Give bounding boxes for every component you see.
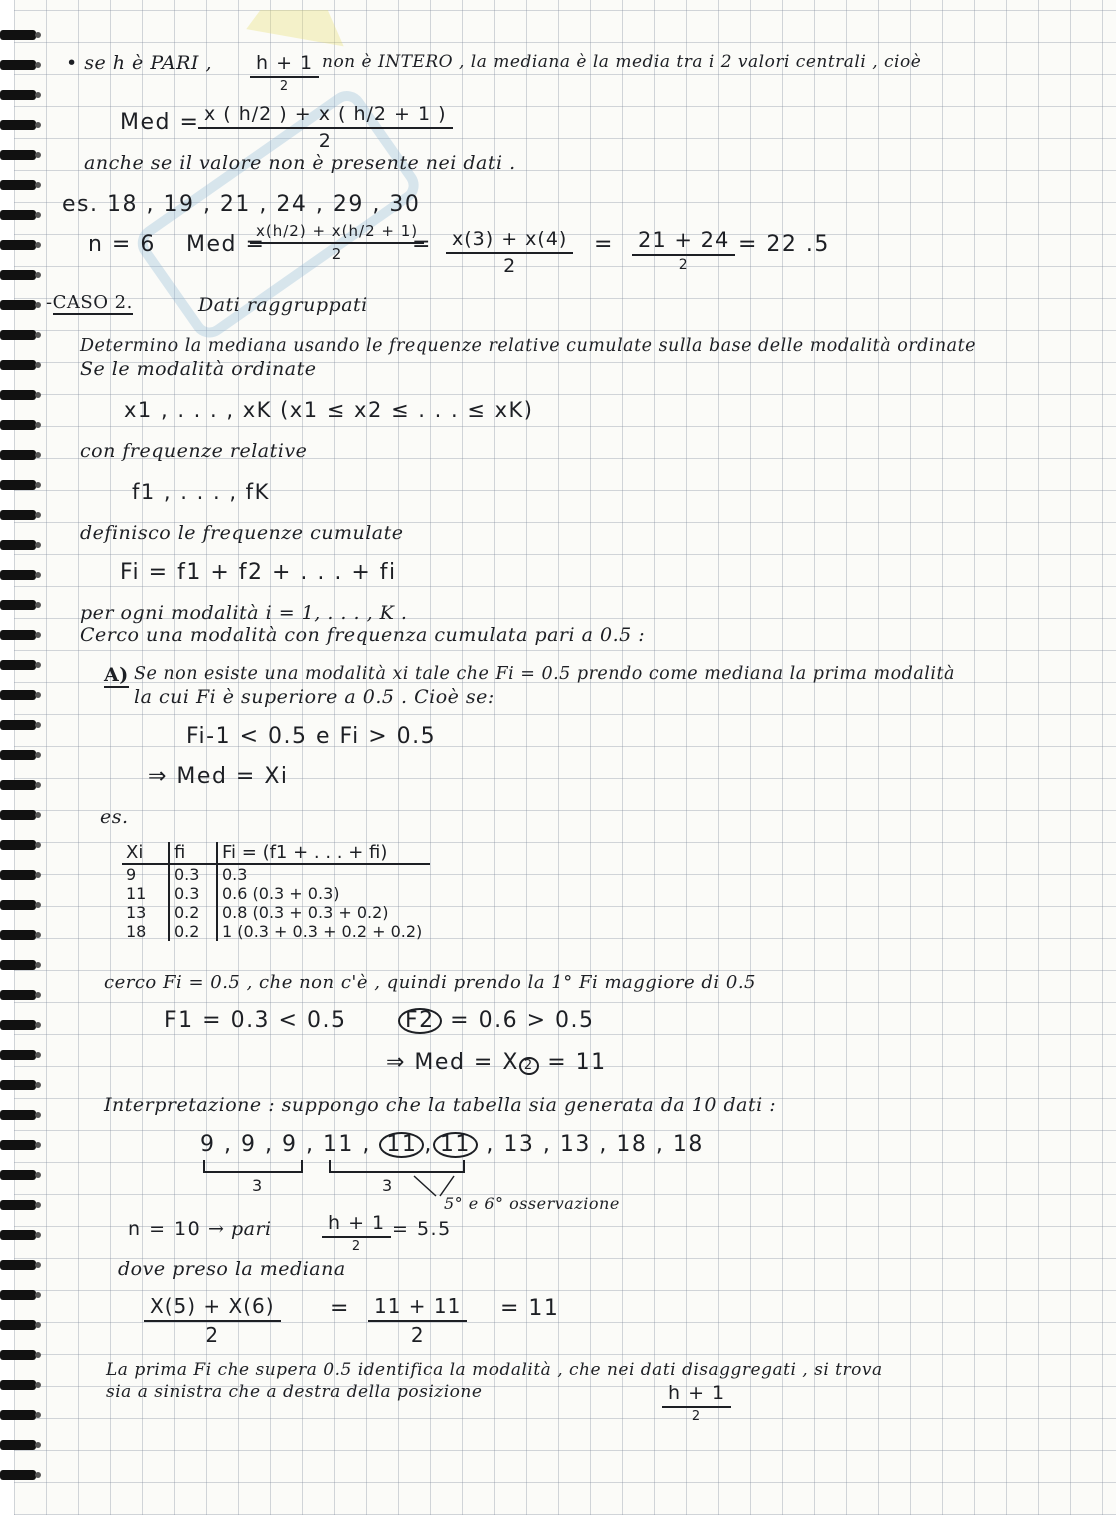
spiral-hole [35,1022,41,1028]
example-equals-1: = [412,232,432,257]
spiral-hole [35,1322,41,1328]
search-half-line: cerco Fi = 0.5 , che non c'è , quindi prendo la 1° Fi maggiore di 0.5 [104,972,756,993]
fifth-observation: 11 [379,1132,424,1158]
cell-f: 0.3 [169,884,217,903]
spiral-hole [35,242,41,248]
spiral-hole [35,272,41,278]
spiral-ring [0,720,36,730]
spiral-ring [0,300,36,310]
column-header-cumulative: Fi = (f1 + . . . + fi) [217,842,430,864]
cell-cumulative: 0.6 (0.3 + 0.3) [222,884,340,903]
spiral-ring [0,750,36,760]
median-rule-fraction: h + 1 2 [250,52,319,94]
ordered-modalities: x1 , . . . , xK (x1 ≤ x2 ≤ . . . ≤ xK) [124,398,534,422]
spiral-hole [35,1082,41,1088]
spiral-hole [35,332,41,338]
spiral-hole [35,962,41,968]
case-a-text-2: la cui Fi è superiore a 0.5 . Cioè se: [134,686,495,708]
spiral-ring [0,960,36,970]
spiral-hole [35,1112,41,1118]
spiral-ring [0,660,36,670]
relative-frequencies-list: f1 , . . . , fK [132,480,270,504]
spiral-hole [35,572,41,578]
cell-f: 0.2 [169,903,217,922]
spiral-hole [35,212,41,218]
cell-f: 0.3 [169,864,217,884]
case-a-label: A) [104,664,129,686]
interpretation-line: Interpretazione : suppongo che la tabella sia generata da 10 dati : [104,1094,777,1116]
spiral-ring [0,480,36,490]
spiral-hole [35,872,41,878]
table-row [122,922,430,941]
spiral-ring [0,870,36,880]
section-subtitle: Dati raggruppati [198,294,368,316]
spiral-binding [0,0,44,1515]
n-ten: n = 10 [128,1218,202,1240]
relative-frequencies-label: con frequenze relative [80,440,308,462]
spiral-ring [0,1380,36,1390]
spiral-ring [0,120,36,130]
spiral-ring [0,1170,36,1180]
cell-cumulative: 1 (0.3 + 0.3 + 0.2 + 0.2) [222,922,423,941]
spiral-hole [35,842,41,848]
spiral-ring [0,600,36,610]
case-a-text-1: Se non esiste una modalità xi tale che Fi = 0.5 prendo come mediana la prima modalità [134,664,955,684]
example-n: n = 6 [88,232,156,257]
section-title-caso-2: -CASO 2. [46,292,133,313]
conclusion-fraction: h + 1 2 [662,1382,731,1424]
spiral-ring [0,60,36,70]
spiral-hole [35,1382,41,1388]
spiral-ring [0,810,36,820]
spiral-ring [0,1230,36,1240]
frequency-table [122,842,430,941]
spiral-ring [0,1260,36,1270]
median-even-rule: • se h è PARI , [66,52,212,74]
spiral-hole [35,1262,41,1268]
spiral-ring [0,840,36,850]
spiral-ring [0,330,36,340]
cell-x: 18 [122,922,169,941]
spiral-hole [35,302,41,308]
spiral-ring [0,1290,36,1300]
spiral-hole [35,1412,41,1418]
spiral-hole [35,722,41,728]
example-result: = 22 .5 [738,232,830,257]
spiral-ring [0,570,36,580]
spiral-ring [0,930,36,940]
f2-circled: F2 [398,1008,442,1034]
cell-x: 11 [122,884,169,903]
even-arrow: → pari [208,1218,272,1240]
disaggregated-data: 9 , 9 , 9 , 11 , 11 , 11 , 13 , 13 , 18 , 18 [200,1132,704,1157]
spiral-hole [35,152,41,158]
caso2-intro-line-1: Determino la mediana usando le frequenze relative cumulate sulla base delle modalità ordinate [80,336,976,356]
spiral-hole [35,812,41,818]
example-equals-2: = [594,232,614,257]
spiral-ring [0,390,36,400]
column-header-x: Xi [122,842,169,864]
spiral-hole [35,422,41,428]
table-header-row [122,842,430,864]
conclusion-line-2: sia a sinistra che a destra della posizione [106,1382,483,1402]
spiral-hole [35,1292,41,1298]
spiral-hole [35,542,41,548]
spiral-hole [35,92,41,98]
spiral-ring [0,1470,36,1480]
spiral-hole [35,362,41,368]
spiral-ring [0,540,36,550]
spiral-hole [35,662,41,668]
spiral-hole [35,632,41,638]
caso2-intro-line-2: Se le modalità ordinate [80,358,317,380]
spiral-hole [35,482,41,488]
example-dataset: es. 18 , 19 , 21 , 24 , 29 , 30 [62,192,421,217]
median-result: ⇒ Med = X 2 = 11 [386,1050,607,1075]
spiral-ring [0,1350,36,1360]
spiral-hole [35,1352,41,1358]
cell-cumulative: 0.8 (0.3 + 0.3 + 0.2) [222,903,389,922]
spiral-ring [0,420,36,430]
cell-x: 13 [122,903,169,922]
position-result: = 5.5 [392,1218,452,1240]
brace-count-2: 3 [382,1176,394,1195]
spiral-hole [35,992,41,998]
spiral-ring [0,690,36,700]
cell-x: 9 [122,864,169,884]
cumulative-definition-label: definisco le frequenze cumulate [80,522,404,544]
spiral-hole [35,782,41,788]
spiral-ring [0,510,36,520]
spiral-ring [0,180,36,190]
spiral-ring [0,1020,36,1030]
spiral-ring [0,1080,36,1090]
case-a-condition: Fi-1 < 0.5 e Fi > 0.5 [186,724,437,749]
final-fraction-values: $\frac{11 + 11}{2}$ [368,1294,467,1347]
note-value-absent: anche se il valore non è presente nei dati . [84,152,516,174]
spiral-ring [0,30,36,40]
spiral-hole [35,1172,41,1178]
spiral-ring [0,90,36,100]
grouping-braces [196,1158,476,1198]
spiral-hole [35,182,41,188]
final-fraction-positions: $\frac{X(5) + X(6)}{2}$ [144,1294,281,1347]
spiral-hole [35,392,41,398]
search-modality-line: Cerco una modalità con frequenza cumulata pari a 0.5 : [80,624,646,646]
cumulative-formula: Fi = f1 + f2 + . . . + fi [120,560,397,585]
spiral-ring [0,150,36,160]
where-median-line: dove preso la mediana [118,1258,346,1280]
final-equals: = [330,1296,350,1321]
spiral-ring [0,780,36,790]
spiral-hole [35,932,41,938]
spiral-ring [0,1110,36,1120]
spiral-hole [35,1052,41,1058]
table-row [122,864,430,884]
example-fraction-positions: $\frac{x(3) + x(4)}{2}$ [446,228,573,277]
median-formula-label: Med = [120,110,200,135]
table-row [122,884,430,903]
median-rule-continuation: non è INTERO , la mediana è la media tra i 2 valori centrali , cioè [322,52,922,72]
sixth-observation: 11 [433,1132,478,1158]
spiral-hole [35,1142,41,1148]
spiral-hole [35,1202,41,1208]
cell-cumulative: 0.3 [222,865,248,884]
spiral-hole [35,32,41,38]
cell-f: 0.2 [169,922,217,941]
spiral-ring [0,360,36,370]
final-result: = 11 [500,1296,560,1321]
spiral-ring [0,240,36,250]
spiral-hole [35,1232,41,1238]
column-header-f: fi [169,842,217,864]
spiral-hole [35,122,41,128]
spiral-hole [35,692,41,698]
spiral-ring [0,1410,36,1420]
spiral-hole [35,62,41,68]
spiral-ring [0,900,36,910]
spiral-ring [0,1050,36,1060]
spiral-ring [0,990,36,1000]
f1-comparison: F1 = 0.3 < 0.5 [164,1008,347,1033]
table-row [122,903,430,922]
spiral-ring [0,450,36,460]
spiral-hole [35,902,41,908]
spiral-ring [0,630,36,640]
median-formula-fraction: $\frac{x ( h/2 ) + x ( h/2 + 1 )}{2}$ [198,103,453,152]
spiral-hole [35,452,41,458]
spiral-hole [35,512,41,518]
position-fraction: h + 1 2 [322,1212,391,1254]
spiral-ring [0,1320,36,1330]
for-each-modality: per ogni modalità i = 1, . . . , K . [80,602,408,624]
example-fraction-general: $\frac{x(h/2) + x(h/2 + 1)}{2}$ [250,222,424,263]
example-med-label: Med = [186,232,266,257]
spiral-hole [35,602,41,608]
brace-count-1: 3 [252,1176,264,1195]
case-a-implication: ⇒ Med = Xi [148,764,289,789]
observation-label: 5° e 6° osservazione [444,1194,620,1213]
spiral-ring [0,1440,36,1450]
spiral-hole [35,1442,41,1448]
conclusion-line-1: La prima Fi che supera 0.5 identifica la modalità , che nei dati disaggregati , si trova [106,1360,883,1380]
f2-comparison: F2 = 0.6 > 0.5 [398,1008,594,1034]
spiral-ring [0,1200,36,1210]
example-fraction-values: 21 + 24 2 [632,228,735,273]
example-2-label: es. [100,806,129,828]
spiral-ring [0,1140,36,1150]
spiral-hole [35,752,41,758]
spiral-ring [0,270,36,280]
spiral-ring [0,210,36,220]
spiral-hole [35,1472,41,1478]
